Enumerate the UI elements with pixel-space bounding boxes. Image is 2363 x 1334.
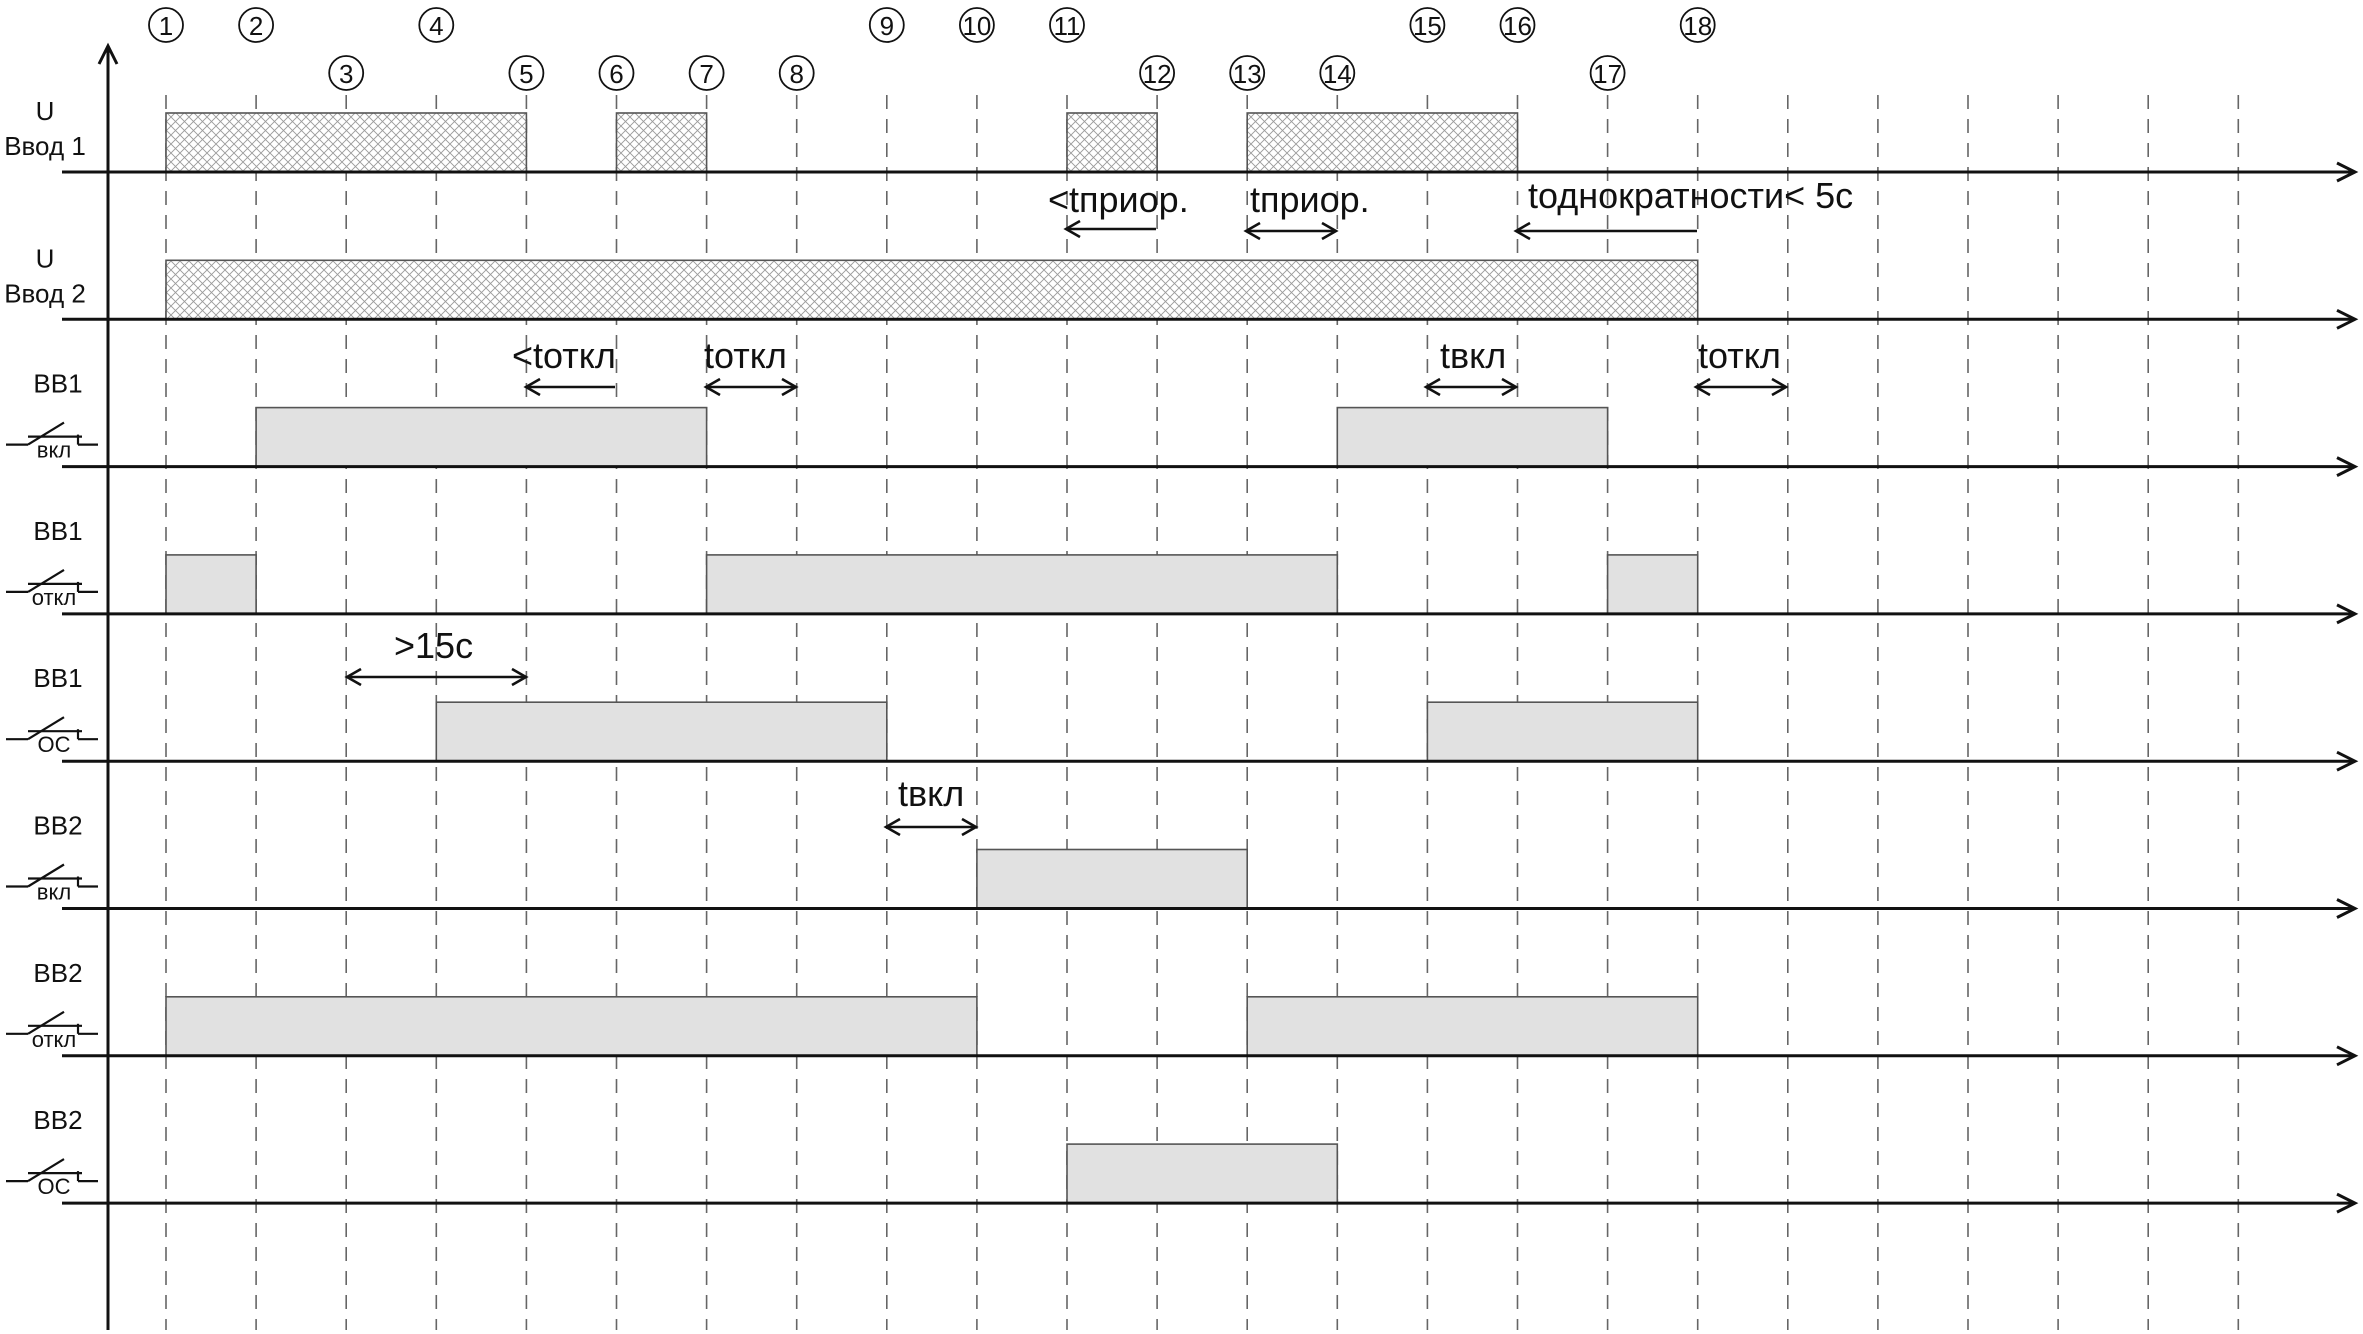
event-marker-5 [509,56,543,90]
row-sublabel: Ввод 2 [4,278,86,309]
event-marker-label: 10 [962,11,992,41]
event-marker-label: 15 [1412,11,1442,41]
event-marker-label: 7 [699,59,714,89]
vv2_off-pulse-1 [166,997,977,1056]
t-off-1-annotation [704,335,796,395]
vv1_off-pulse-3 [1608,555,1698,614]
row-sublabel: вкл [36,437,72,463]
vv1_off-pulse-1 [166,555,256,614]
t-prior-label: tприор. [1250,179,1370,220]
gt15-annotation [347,625,526,685]
vv1_os-pulse-2 [1427,702,1697,761]
row-label: ВВ2 [33,957,83,988]
event-marker-label: 5 [519,59,534,89]
event-marker-18 [1681,8,1715,42]
event-markers [149,8,1715,90]
vv2_off-pulse-2 [1247,997,1698,1056]
row-sublabel: Ввод 1 [4,131,86,161]
t-on-2-annotation [886,773,976,835]
vv2_on-pulse-1 [977,850,1247,909]
event-marker-label: 16 [1503,11,1532,41]
row-label: U [35,96,55,126]
vv1_on-pulse-2 [1337,408,1607,467]
u1-pulse-1 [166,113,526,172]
row-sublabel: откл [31,584,77,610]
t-single-annotation [1516,175,1853,239]
t-prior-annotation [1246,179,1370,239]
row-sublabel: откл [31,1026,77,1052]
u1-pulse-2 [617,113,707,172]
event-marker-label: 9 [879,11,895,41]
vv2_os-pulse-1 [1067,1144,1337,1203]
event-marker-15 [1410,8,1444,42]
event-marker-9 [870,8,904,42]
signal-row-u1 [4,96,2355,181]
event-marker-2 [239,8,273,42]
row-label: ВВ1 [33,515,83,546]
row-label: U [35,243,55,274]
t-off-2-label: tоткл [1698,335,1781,376]
row-label: ВВ2 [33,810,83,841]
t-off-less-annotation [512,335,616,395]
event-marker-4 [419,8,453,42]
event-marker-3 [329,56,363,90]
vv1_on-pulse-1 [256,408,706,467]
event-marker-1 [149,8,183,42]
row-sublabel: вкл [36,879,72,905]
time-axis [99,46,117,1330]
event-marker-label: 12 [1142,59,1172,89]
event-marker-16 [1501,8,1535,42]
signal-row-vv1_on [6,369,2355,476]
u1-pulse-4 [1247,113,1517,172]
event-marker-label: 1 [158,11,174,41]
event-marker-label: 14 [1322,59,1352,89]
signal-row-vv2_off [6,958,2355,1065]
event-marker-6 [600,56,634,90]
t-off-1-label: tоткл [704,335,787,376]
signal-rows [4,96,2355,1212]
gt15-label: >15c [394,625,474,666]
signal-row-vv2_os [6,1105,2355,1212]
t-off-less-label: <tоткл [512,335,616,376]
event-marker-label: 13 [1232,59,1262,89]
signal-row-vv1_os [6,663,2355,770]
t-on-2-label: tвкл [898,773,965,814]
event-marker-17 [1591,56,1625,90]
vv1_off-pulse-2 [707,555,1338,614]
u2-pulse-1 [166,260,1698,319]
event-marker-14 [1320,56,1354,90]
event-marker-11 [1050,8,1084,42]
row-label: ВВ1 [33,663,83,694]
row-label: ВВ1 [33,368,83,399]
event-marker-12 [1140,56,1174,90]
event-marker-10 [960,8,994,42]
vv1_os-pulse-1 [436,702,887,761]
event-marker-label: 18 [1683,11,1713,41]
t-prior-less-label: <tприор. [1048,179,1189,220]
t-off-2-annotation [1696,335,1786,395]
event-marker-7 [690,56,724,90]
u1-pulse-3 [1067,113,1157,172]
event-marker-label: 17 [1593,59,1623,89]
t-single-label: tоднократности< 5c [1528,175,1854,216]
event-marker-label: 11 [1053,11,1081,41]
event-marker-label: 3 [338,59,354,89]
t-prior-less-annotation [1048,179,1189,237]
signal-row-vv2_on [6,811,2355,918]
event-marker-label: 2 [248,11,264,41]
event-marker-13 [1230,56,1264,90]
row-sublabel: ОС [37,1174,71,1200]
signal-row-u2 [4,243,2355,328]
row-label: ВВ2 [33,1105,83,1136]
t-on-1-label: tвкл [1440,335,1507,376]
event-marker-label: 4 [429,11,444,41]
signal-row-vv1_off [6,516,2355,623]
event-marker-8 [780,56,814,90]
row-sublabel: ОС [37,732,71,758]
event-marker-label: 6 [609,59,624,89]
event-marker-label: 8 [789,59,804,89]
t-on-1-annotation [1426,335,1516,395]
